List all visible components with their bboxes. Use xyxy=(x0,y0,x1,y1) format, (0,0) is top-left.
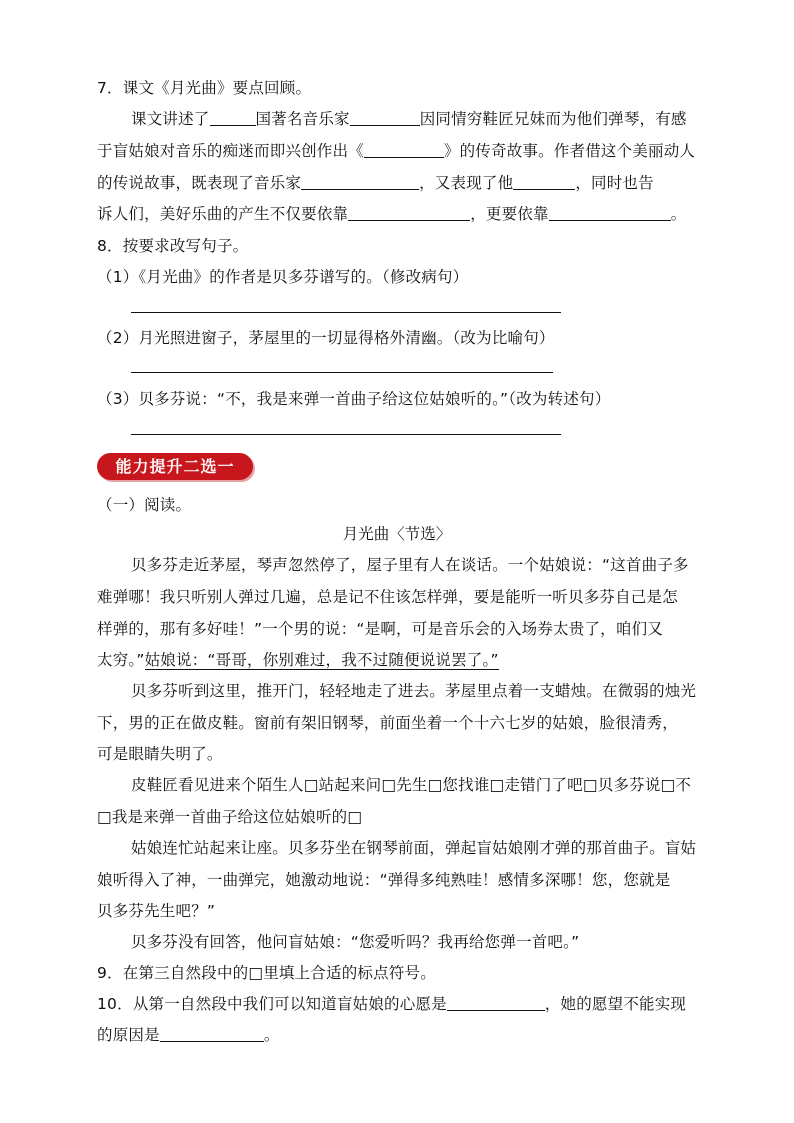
blank-musician[interactable] xyxy=(350,109,420,126)
passage-p1-line-4 xyxy=(97,648,499,672)
passage-p2-line-3: 可是眼睛失明了。 xyxy=(97,745,223,763)
blank-wish[interactable] xyxy=(447,994,545,1011)
passage-p2-line-2: 下，男的正在做皮鞋。窗前有架旧钢琴，前面坐着一个十六七岁的姑娘，脸很清秀， xyxy=(97,714,678,732)
q10-line-1 xyxy=(97,992,686,1016)
q8-answer-line-1[interactable] xyxy=(131,312,561,313)
q9-text: 9．在第三自然段中的□里填上合适的标点符号。 xyxy=(97,964,436,982)
blank-rely-on-2[interactable] xyxy=(549,204,671,221)
q7-text: 的传说故事，既表现了音乐家 xyxy=(97,174,302,192)
passage-p2-line-1: 贝多芬听到这里，推开门，轻轻地走了进去。茅屋里点着一支蜡烛。在微弱的烛光 xyxy=(131,682,697,700)
passage-p1-line-1: 贝多芬走近茅屋，琴声忽然停了，屋子里有人在谈话。一个姑娘说：“这首曲子多 xyxy=(131,556,689,574)
q7-text: 。 xyxy=(670,205,687,223)
passage-title: 月光曲〈节选〉 xyxy=(342,525,452,543)
q7-line-2 xyxy=(97,139,695,163)
q7-text: 因同情穷鞋匠兄妹而为他们弹琴，有感 xyxy=(419,110,687,128)
blank-rely-on-1[interactable] xyxy=(348,204,470,221)
q7-line-1 xyxy=(131,107,687,131)
passage-p4-line-1: 姑娘连忙站起来让座。贝多芬坐在钢琴前面，弹起盲姑娘刚才弹的那首曲子。盲姑 xyxy=(131,839,697,857)
q7-text: 于盲姑娘对音乐的痴迷而即兴创作出《 xyxy=(97,142,364,160)
q8-title: 8．按要求改写句子。 xyxy=(97,237,249,255)
q10-line-2 xyxy=(97,1023,280,1047)
q8-sentence-2: （2）月光照进窗子，茅屋里的一切显得格外清幽。（改为比喻句） xyxy=(97,329,555,347)
q7-text: 国著名音乐家 xyxy=(255,110,350,128)
blank-reason[interactable] xyxy=(160,1025,264,1042)
passage-p3-line-2: □我是来弹一首曲子给这位姑娘听的□ xyxy=(97,808,363,826)
section-banner: 能力提升二选一 xyxy=(97,453,253,480)
q8-answer-line-2[interactable] xyxy=(131,372,553,373)
blank-his-trait[interactable] xyxy=(513,173,575,190)
q8-answer-line-3[interactable] xyxy=(131,434,561,435)
q7-text: 诉人们，美好乐曲的产生不仅要依靠 xyxy=(97,205,349,223)
q7-line-4 xyxy=(97,202,686,226)
passage-p4-line-2: 娘听得入了神，一曲弹完，她激动地说：“弹得多纯熟哇！感情多深哪！您，您就是 xyxy=(97,871,671,889)
passage-p5-line-1: 贝多芬没有回答，他问盲姑娘：“您爱听吗？我再给您弹一首吧。” xyxy=(131,933,580,951)
q8-sentence-1: （1）《月光曲》的作者是贝多芬谱写的。（修改病句） xyxy=(97,268,469,286)
reading-part-label: （一）阅读。 xyxy=(97,496,192,514)
blank-country[interactable] xyxy=(210,109,256,126)
blank-musician-trait[interactable] xyxy=(301,173,419,190)
q7-line-3 xyxy=(97,171,654,195)
passage-text: 太穷。” xyxy=(97,651,145,669)
q7-title: 7．课文《月光曲》要点回顾。 xyxy=(97,79,312,97)
passage-p1-line-2: 难弹哪！我只听别人弹过几遍，总是记不住该怎样弹，要是能听一听贝多芬自己是怎 xyxy=(97,588,678,606)
passage-p4-line-3: 贝多芬先生吧？” xyxy=(97,902,216,920)
underlined-sentence: 姑娘说：“哥哥，你别难过，我不过随便说说罢了。” xyxy=(144,651,499,669)
q10-text: 10．从第一自然段中我们可以知道盲姑娘的心愿是 xyxy=(97,995,447,1013)
q10-text: 。 xyxy=(263,1026,280,1044)
q10-text: 的原因是 xyxy=(97,1026,160,1044)
q7-text: ，同时也告 xyxy=(575,174,654,192)
q7-text: ，又表现了他 xyxy=(419,174,514,192)
q8-sentence-3: （3）贝多芬说：“不，我是来弹一首曲子给这位姑娘听的。”（改为转述句） xyxy=(97,390,611,408)
q7-text: ，更要依靠 xyxy=(470,205,549,223)
passage-p3-line-1: 皮鞋匠看见进来个陌生人□站起来问□先生□您找谁□走错门了吧□贝多芬说□不 xyxy=(131,776,692,794)
q7-text: 》的传奇故事。作者借这个美丽动人 xyxy=(443,142,696,160)
q10-text: ，她的愿望不能实现 xyxy=(544,995,687,1013)
q7-text: 课文讲述了 xyxy=(131,110,210,128)
blank-song-title[interactable] xyxy=(364,141,444,158)
passage-p1-line-3: 样弹的，那有多好哇！”一个男的说：“是啊，可是音乐会的入场券太贵了，咱们又 xyxy=(97,620,663,638)
